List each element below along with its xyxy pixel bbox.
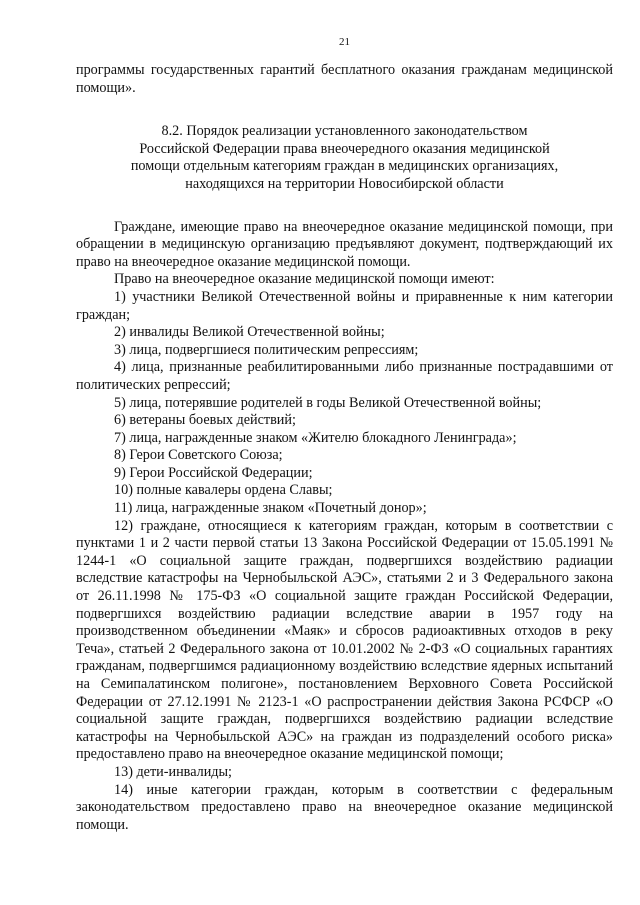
list-item: 14) иные категории граждан, которым в соответствии с федеральным законодательством предоставлено право на внеочередное оказание медицинской помощи.	[76, 781, 613, 833]
list-item: 5) лица, потерявшие родителей в годы Великой Отечественной войны;	[114, 394, 542, 411]
list-item: 6) ветераны боевых действий;	[114, 412, 296, 429]
paragraph-eligible-intro: Право на внеочередное оказание медицинской помощи имеют:	[114, 271, 495, 288]
intro-continuation: программы государственных гарантий бесплатного оказания гражданам медицинской помощи».	[76, 62, 613, 96]
section-heading	[76, 123, 613, 193]
list-item: 9) Герои Российской Федерации;	[114, 464, 313, 481]
list-item: 7) лица, награжденные знаком «Жителю блокадного Ленинграда»;	[114, 429, 517, 446]
list-item: 12) граждане, относящиеся к категориям граждан, которым в соответствии с пунктами 1 и 2 части первой статьи 13 Закона Российской Федерации от 15.05.1991 № 1244-1 «О социальной защите граждан, подвергшихся воздействию радиации вследствие катастрофы на Чернобыльской АЭС», статьями 2 и 3 Федерального закона от 26.11.1998 № 175-ФЗ «О социальной защите граждан Российской Федерации, подвергшихся воздействию радиации вследствие аварии в 1957 году на производственном объединении «Маяк» и сбросов радиоактивных отходов в реку Теча», статьей 2 Федерального закона от 10.01.2002 № 2-ФЗ «О социальных гарантиях гражданам, подвергшимся радиационному воздействию вследствие ядерных испытаний на Семипалатинском полигоне», постановлением Верховного Совета Российской Федерации от 27.12.1991 № 2123-1 «О распространении действия Закона РСФСР «О социальной защите граждан, подвергшихся воздействию радиации вследствие катастрофы на Чернобыльской АЭС» на граждан из подразделений особого риска» предоставлено право на внеочередное оказание медицинской помощи;	[76, 517, 613, 763]
document-page	[76, 36, 613, 834]
section-heading-line: находящихся на территории Новосибирской области	[185, 175, 504, 192]
section-heading-line: Российской Федерации права внеочередного оказания медицинской	[139, 140, 550, 157]
list-item: 13) дети-инвалиды;	[114, 763, 232, 780]
list-item: 4) лица, признанные реабилитированными либо признанные пострадавшими от политических репрессий;	[76, 359, 613, 393]
section-heading-line: помощи отдельным категориям граждан в медицинских организациях,	[130, 158, 559, 175]
list-item: 11) лица, награжденные знаком «Почетный донор»;	[114, 500, 427, 517]
list-item: 10) полные кавалеры ордена Славы;	[114, 482, 333, 499]
list-item: 1) участники Великой Отечественной войны и приравненные к ним категории граждан;	[76, 288, 613, 323]
list-item: 8) Герои Советского Союза;	[114, 447, 283, 464]
eligible-categories-list	[76, 289, 613, 834]
list-item: 3) лица, подвергшиеся политическим репрессиям;	[114, 341, 419, 358]
page-number: 21	[339, 36, 350, 48]
paragraph-eligibility-document: Граждане, имеющие право на внеочередное оказание медицинской помощи, при обращении в медицинскую организацию предъявляют документ, подтверждающий их право на внеочередное оказание медицинской помощи.	[76, 218, 613, 270]
section-heading-line: 8.2. Порядок реализации установленного законодательством	[161, 123, 528, 140]
list-item: 2) инвалиды Великой Отечественной войны;	[114, 324, 385, 341]
